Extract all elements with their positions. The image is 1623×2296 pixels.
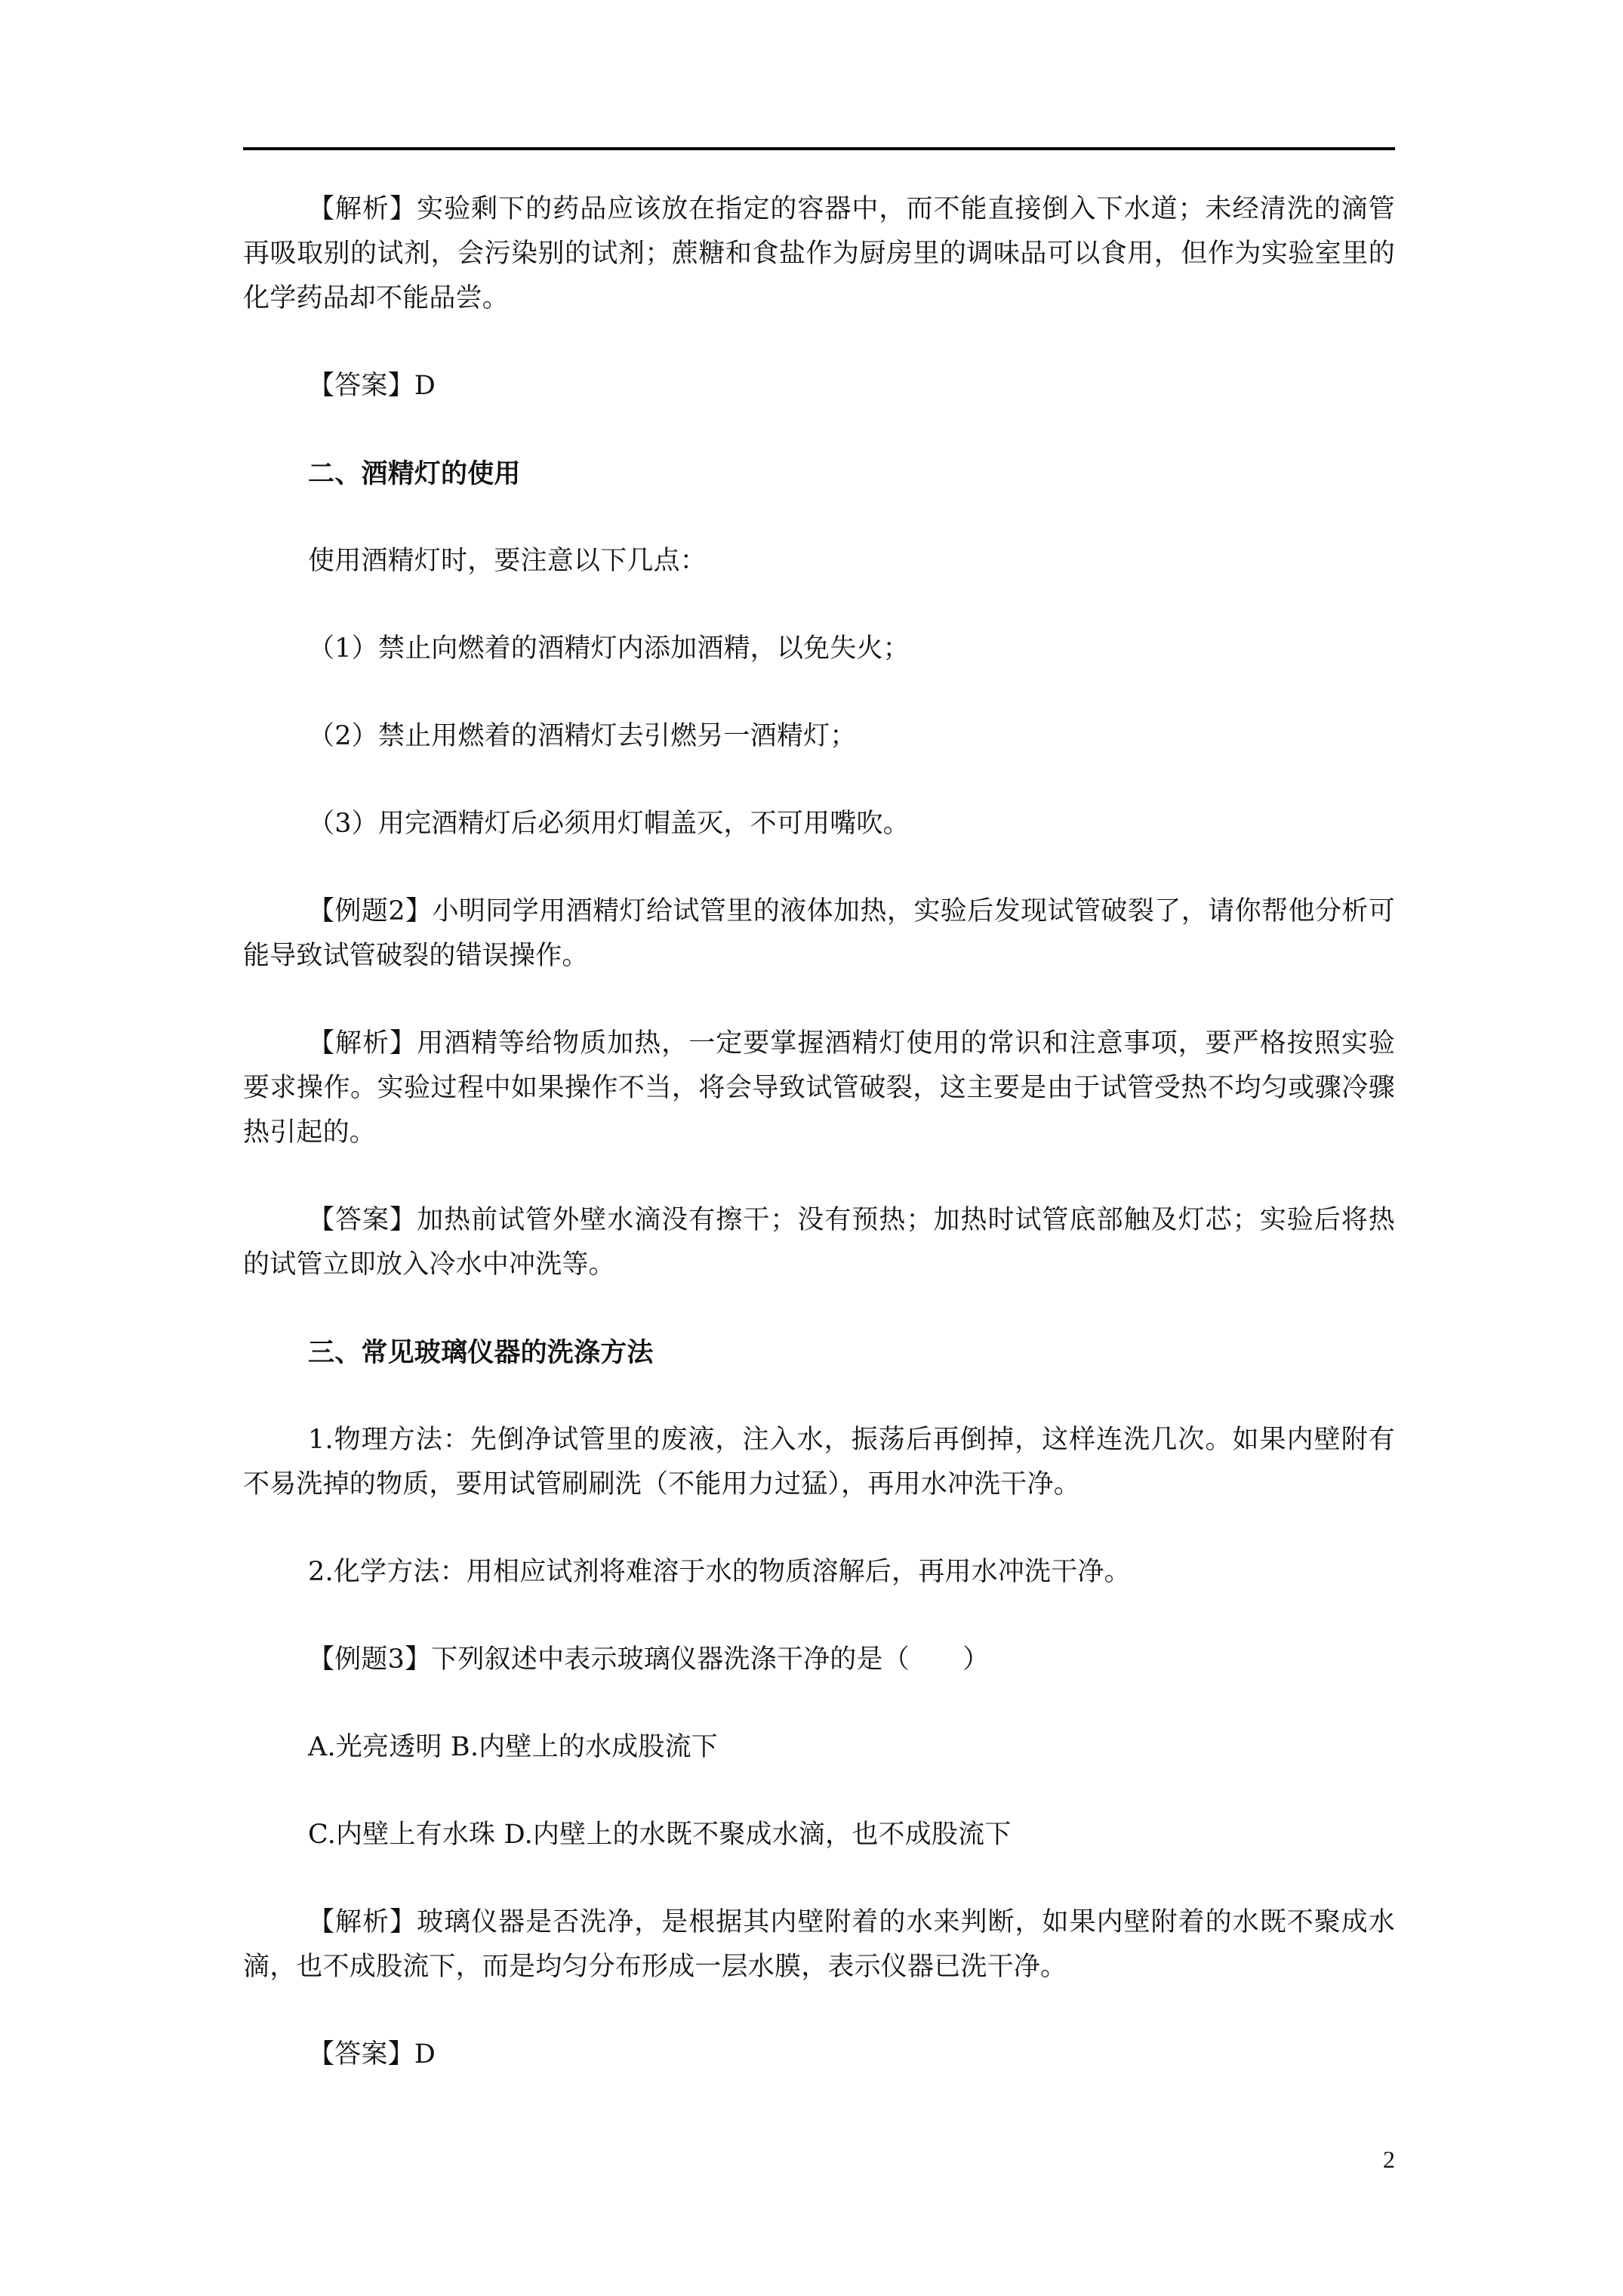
option-line-cd: C.内壁上有水珠 D.内壁上的水既不聚成水滴，也不成股流下	[308, 1820, 1012, 1850]
paragraph-analysis-3: 【解析】玻璃仪器是否洗净，是根据其内壁附着的水来判断，如果内壁附着的水既不聚成水滴，也不成股流下，而是均匀分布形成一层水膜，表示仪器已洗干净。	[243, 1907, 1395, 1982]
list-item-2: （2）禁止用燃着的酒精灯去引燃另一酒精灯；	[308, 721, 857, 751]
paragraph-intro-points: 使用酒精灯时，要注意以下几点：	[308, 546, 707, 576]
list-item-1: （1）禁止向燃着的酒精灯内添加酒精，以免失火；	[308, 633, 910, 664]
section-heading-glassware-washing: 三、常见玻璃仪器的洗涤方法	[308, 1337, 654, 1368]
paragraph-physical-method: 1.物理方法：先倒净试管里的废液，注入水，振荡后再倒掉，这样连洗几次。如果内壁附有不易洗掉的物质，要用试管刷刷洗（不能用力过猛），再用水冲洗干净。	[243, 1425, 1395, 1499]
option-line-ab: A.光亮透明 B.内壁上的水成股流下	[308, 1732, 718, 1762]
paragraph-chemical-method: 2.化学方法：用相应试剂将难溶于水的物质溶解后，再用水冲洗干净。	[308, 1557, 1131, 1587]
section-heading-alcohol-lamp: 二、酒精灯的使用	[308, 458, 521, 489]
document-body	[243, 187, 1395, 2120]
paragraph-example-3: 【例题3】下列叙述中表示玻璃仪器洗涤干净的是（ ）	[308, 1644, 990, 1675]
paragraph-answer-3: 【答案】D	[308, 2039, 436, 2069]
header-rule	[243, 147, 1395, 150]
page-number: 2	[1383, 2146, 1395, 2173]
paragraph-answer-1: 【答案】D	[308, 371, 436, 401]
list-item-3: （3）用完酒精灯后必须用灯帽盖灭，不可用嘴吹。	[308, 809, 910, 839]
paragraph-answer-2: 【答案】加热前试管外壁水滴没有擦干；没有预热；加热时试管底部触及灯芯；实验后将热的试管立即放入冷水中冲洗等。	[243, 1205, 1395, 1280]
paragraph-analysis-1: 【解析】实验剩下的药品应该放在指定的容器中，而不能直接倒入下水道；未经清洗的滴管再吸取别的试剂，会污染别的试剂；蔗糖和食盐作为厨房里的调味品可以食用，但作为实验室里的化学药品却不能品尝。	[243, 194, 1395, 313]
paragraph-analysis-2: 【解析】用酒精等给物质加热，一定要掌握酒精灯使用的常识和注意事项，要严格按照实验要求操作。实验过程中如果操作不当，将会导致试管破裂，这主要是由于试管受热不均匀或骤冷骤热引起的。	[243, 1028, 1395, 1148]
paragraph-example-2: 【例题2】小明同学用酒精灯给试管里的液体加热，实验后发现试管破裂了，请你帮他分析可能导致试管破裂的错误操作。	[243, 896, 1395, 971]
